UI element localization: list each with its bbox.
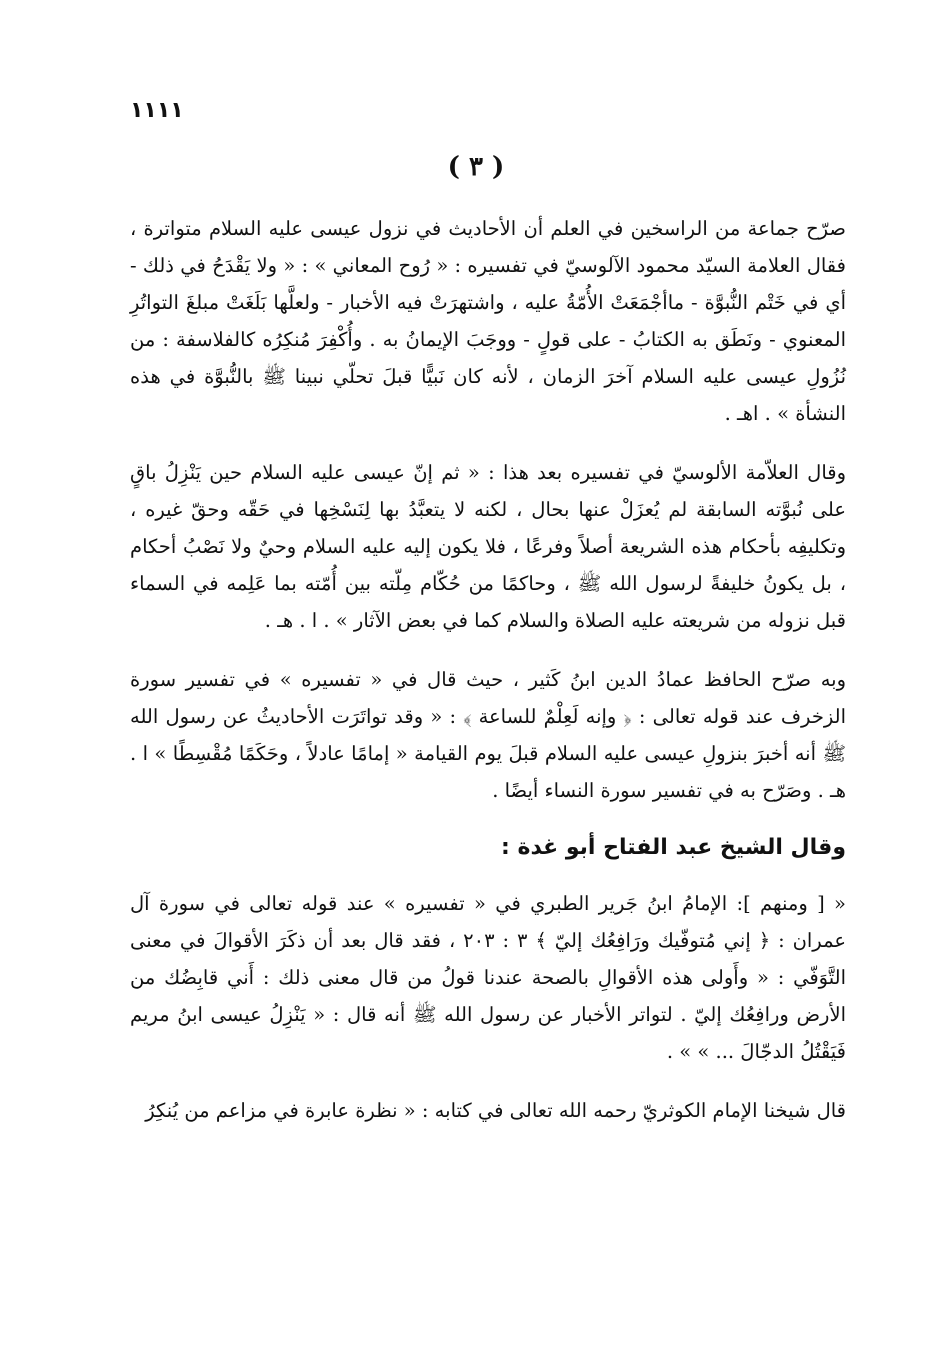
section-marker: ( ٣ ) (447, 152, 505, 182)
paragraph-1: صرّح جماعة من الراسخين في العلم أن الأحاديث في نزول عيسى عليه السلام متواترة ، فقال العلامة السيّد محمود الآلوسيّ في تفسيره : « رُوح المعاني » : « ولا يَقْدَحُ في ذلك - أي في خَتْم النُّبوَّة - ماأجْمَعَتْ الأُمّةُ عليه ، واشتهرَتْ فيه الأخبار - ولعلَّها بَلَغَتْ مبلغَ التواتُرِ المعنوي - ونَطَق به الكتابُ - على قولٍ - ووجَبَ الإيمانُ به . وأُكْفِرَ مُنكِرُه كالفلاسفة : من نُزُولِ عيسى عليه السلام آخرَ الزمان ، لأنه كان نَبيًّا قبلَ تحلّي نبينا ﷺ بالنُّبوَّة في هذه النشأة » . اهـ . (130, 217, 846, 425)
paragraph-3: وبه صرّح الحافظ عمادُ الدين ابنُ كَثير ، حيث قال في « تفسيره » في تفسير سورة الزخرف عند قوله تعالى : ﴿ وإنه لَعِلْمٌ للساعة ﴾ : « وقد تواتَرَت الأحاديثُ عن رسول الله ﷺ أنه أخبرَ بنزولِ عيسى عليه السلام قبلَ يوم القيامة « إمامًا عادلاً ، وحَكَمًا مُقْسِطًا » ا . هـ . وصَرّح به في تفسير سورة النساء أيضًا . (130, 668, 846, 802)
page-number: ١١١١ (130, 98, 184, 123)
section-heading: وقال الشيخ عبد الفتاح أبو غدة : (501, 835, 846, 860)
paragraph-4: « [ ومنهم ]: الإمامُ ابنُ جَرير الطبري في « تفسيره » عند قوله تعالى في سورة آل عمران : ﴿ إني مُتوفّيك ورَافِعُك إليّ ﴾ ٣ : ٢٠٣ ، فقد قال بعد أن ذكَرَ الأقوالَ في معنى التَّوَفّي : « وأَولى هذه الأقوالِ بالصحة عندنا قولُ من قال معنى ذلك : أَني قابِضُك من الأرض ورافِعُك إليّ . لتواتر الأخبار عن رسول الله ﷺ أنه قال : « يَنْزِلُ عيسى ابنُ مريم فَيَقْتُلُ الدجّالَ ... » » . (130, 892, 846, 1063)
document-body (130, 210, 846, 1151)
paragraph-5: قال شيخنا الإمام الكوثريّ رحمه الله تعالى في كتابه : « نظرة عابرة في مزاعم من يُنكِرُ (145, 1099, 846, 1122)
paragraph-2: وقال العلاّمة الألوسيّ في تفسيره بعد هذا : « ثم إنّ عيسى عليه السلام حين يَنْزِلُ باقٍ على نُبوَّته السابقة لم يُعزَلْ عنها بحال ، لكنه لا يتعبَّدُ بها لِنَسْخِها في حَقّه وحقّ غيره ، وتكليفِه بأحكام هذه الشريعة أصلاً وفرعًا ، فلا يكون إليه عليه السلام وحيٌ ولا نَصْبُ أحكام ، بل يكونُ خليفةً لرسول الله ﷺ ، وحاكمًا من حُكّام مِلّته بين أُمّته بما عَلِمه في السماء قبل نزوله من شريعته عليه الصلاة والسلام كما في بعض الآثار » . ا . هـ . (130, 461, 847, 632)
